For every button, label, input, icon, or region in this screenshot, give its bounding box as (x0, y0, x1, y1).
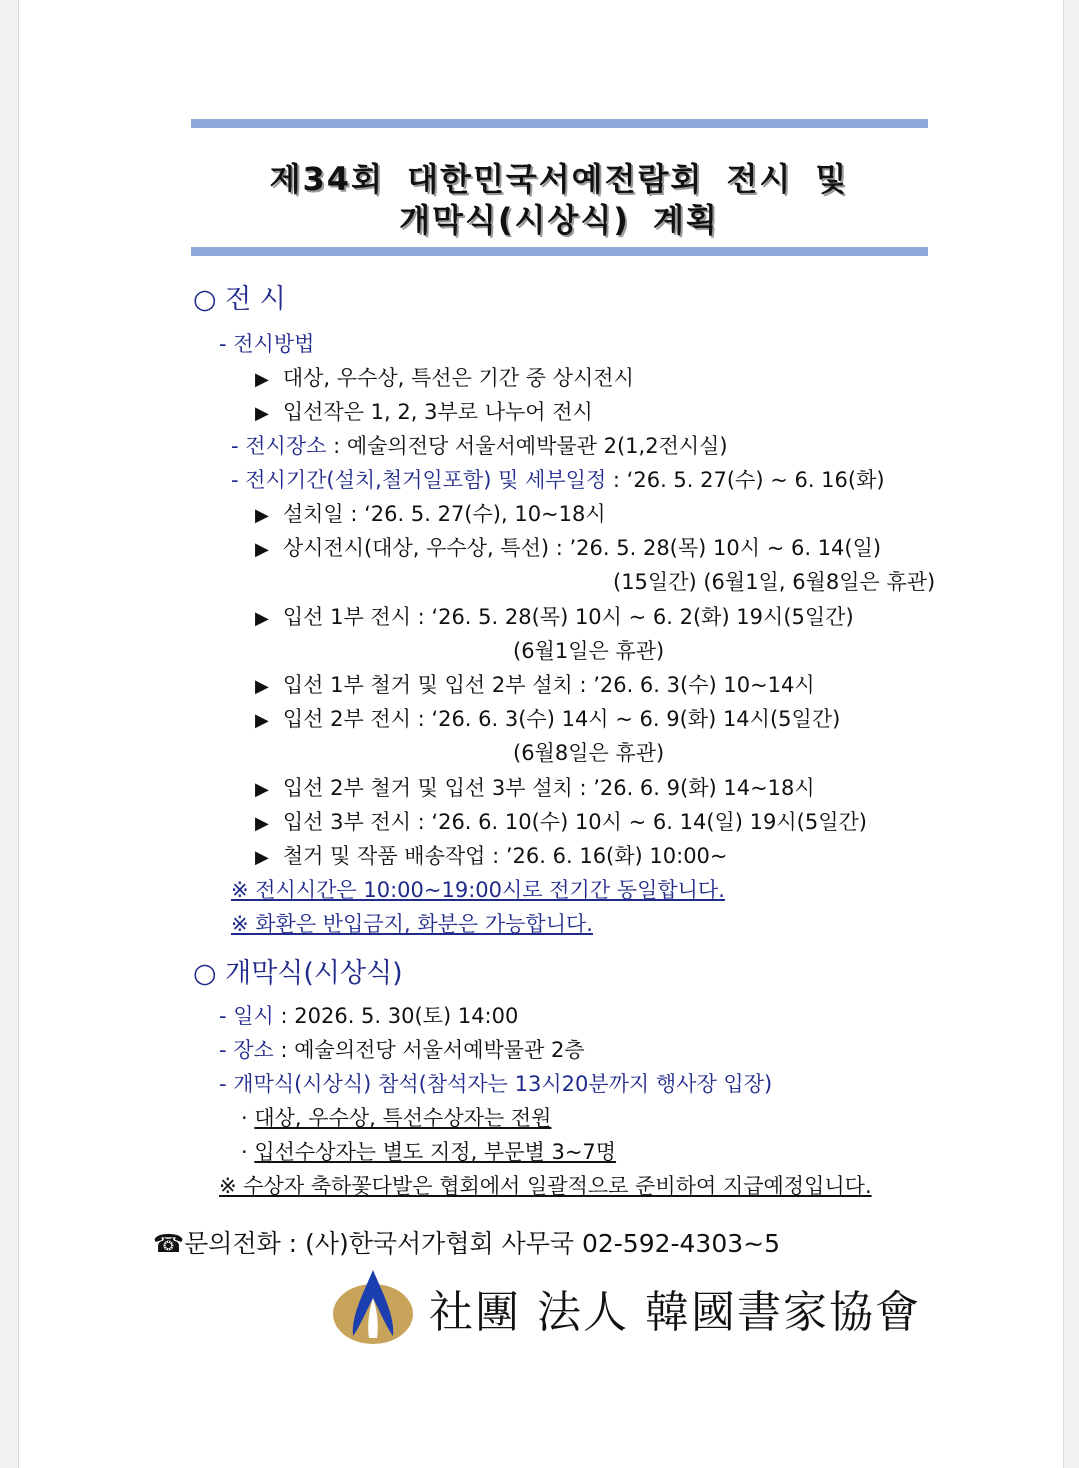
method-item: ▶ 입선작은 1, 2, 3부로 나누어 전시 (255, 400, 593, 424)
method-item: ▶ 대상, 우수상, 특선은 기간 중 상시전시 (255, 366, 634, 390)
attendance-item: · 대상, 우수상, 특선수상자는 전원 (241, 1106, 552, 1130)
schedule-item: ▶ 철거 및 작품 배송작업 : ’26. 6. 16(화) 10:00~ (255, 844, 728, 868)
schedule-item: ▶ 설치일 : ‘26. 5. 27(수), 10~18시 (255, 502, 606, 526)
exhibition-method-label: - 전시방법 (219, 332, 315, 356)
contact-line: ☎문의전화 : (사)한국서가협회 사무국 02-592-4303~5 (153, 1229, 781, 1258)
document-title-line2: 개막식(시상식) 계획 (399, 201, 719, 239)
document-page (18, 0, 1064, 1468)
title-top-rule (191, 119, 928, 128)
schedule-item-continued: (15일간) (6월1일, 6월8일은 휴관) (613, 570, 936, 594)
exhibition-note: ※ 화환은 반입금지, 화분은 가능합니다. (231, 912, 593, 936)
schedule-item-continued: (6월1일은 휴관) (513, 639, 665, 663)
title-bottom-rule (191, 247, 928, 256)
logo-text: 社團 法人 韓國書家協會 (429, 1287, 921, 1338)
middle-dot-icon: · (241, 1106, 255, 1130)
ceremony-heading: ○ 개막식(시상식) (193, 958, 403, 989)
schedule-item: ▶ 상시전시(대상, 우수상, 특선) : ’26. 5. 28(목) 10시 ~ 6. 14(일) (255, 536, 882, 560)
schedule-item: ▶ 입선 1부 철거 및 입선 2부 설치 : ’26. 6. 3(수) 10~14시 (255, 673, 815, 697)
bullet-triangle-icon: ▶ (255, 676, 269, 697)
exhibition-heading: ○ 전 시 (193, 284, 286, 315)
bullet-triangle-icon: ▶ (255, 847, 269, 868)
bullet-triangle-icon: ▶ (255, 779, 269, 800)
document-title-line1: 제34회 대한민국서예전람회 전시 및 (269, 160, 849, 198)
attendance-item: · 입선수상자는 별도 지정, 부문별 3~7명 (241, 1140, 617, 1164)
bullet-triangle-icon: ▶ (255, 369, 269, 390)
bullet-triangle-icon: ▶ (255, 608, 269, 629)
schedule-item: ▶ 입선 3부 전시 : ‘26. 6. 10(수) 10시 ~ 6. 14(일) 19시(5일간) (255, 810, 867, 834)
bullet-triangle-icon: ▶ (255, 813, 269, 834)
middle-dot-icon: · (241, 1140, 255, 1164)
schedule-item: ▶ 입선 2부 전시 : ‘26. 6. 3(수) 14시 ~ 6. 9(화) 14시(5일간) (255, 707, 841, 731)
schedule-item: ▶ 입선 1부 전시 : ‘26. 5. 28(목) 10시 ~ 6. 2(화) 19시(5일간) (255, 605, 854, 629)
schedule-item-continued: (6월8일은 휴관) (513, 741, 665, 765)
ceremony-date: - 일시 : 2026. 5. 30(토) 14:00 (219, 1004, 519, 1028)
bullet-triangle-icon: ▶ (255, 505, 269, 526)
exhibition-note: ※ 전시시간은 10:00~19:00시로 전기간 동일합니다. (231, 878, 725, 902)
association-logo (329, 1268, 921, 1348)
bullet-triangle-icon: ▶ (255, 539, 269, 560)
ceremony-attendance: - 개막식(시상식) 참석(참석자는 13시20분까지 행사장 입장) (219, 1072, 773, 1096)
exhibition-period: - 전시기간(설치,철거일포함) 및 세부일정 : ‘26. 5. 27(수) ~ 6. 16(화) (231, 468, 885, 492)
bullet-triangle-icon: ▶ (255, 403, 269, 424)
exhibition-place: - 전시장소 : 예술의전당 서울서예박물관 2(1,2전시실) (231, 434, 728, 458)
ceremony-footnote: ※ 수상자 축하꽃다발은 협회에서 일괄적으로 준비하여 지급예정입니다. (219, 1174, 872, 1198)
ceremony-place: - 장소 : 예술의전당 서울서예박물관 2층 (219, 1038, 585, 1062)
bullet-triangle-icon: ▶ (255, 710, 269, 731)
schedule-item: ▶ 입선 2부 철거 및 입선 3부 설치 : ’26. 6. 9(화) 14~18시 (255, 776, 815, 800)
logo-emblem-icon (329, 1268, 419, 1348)
